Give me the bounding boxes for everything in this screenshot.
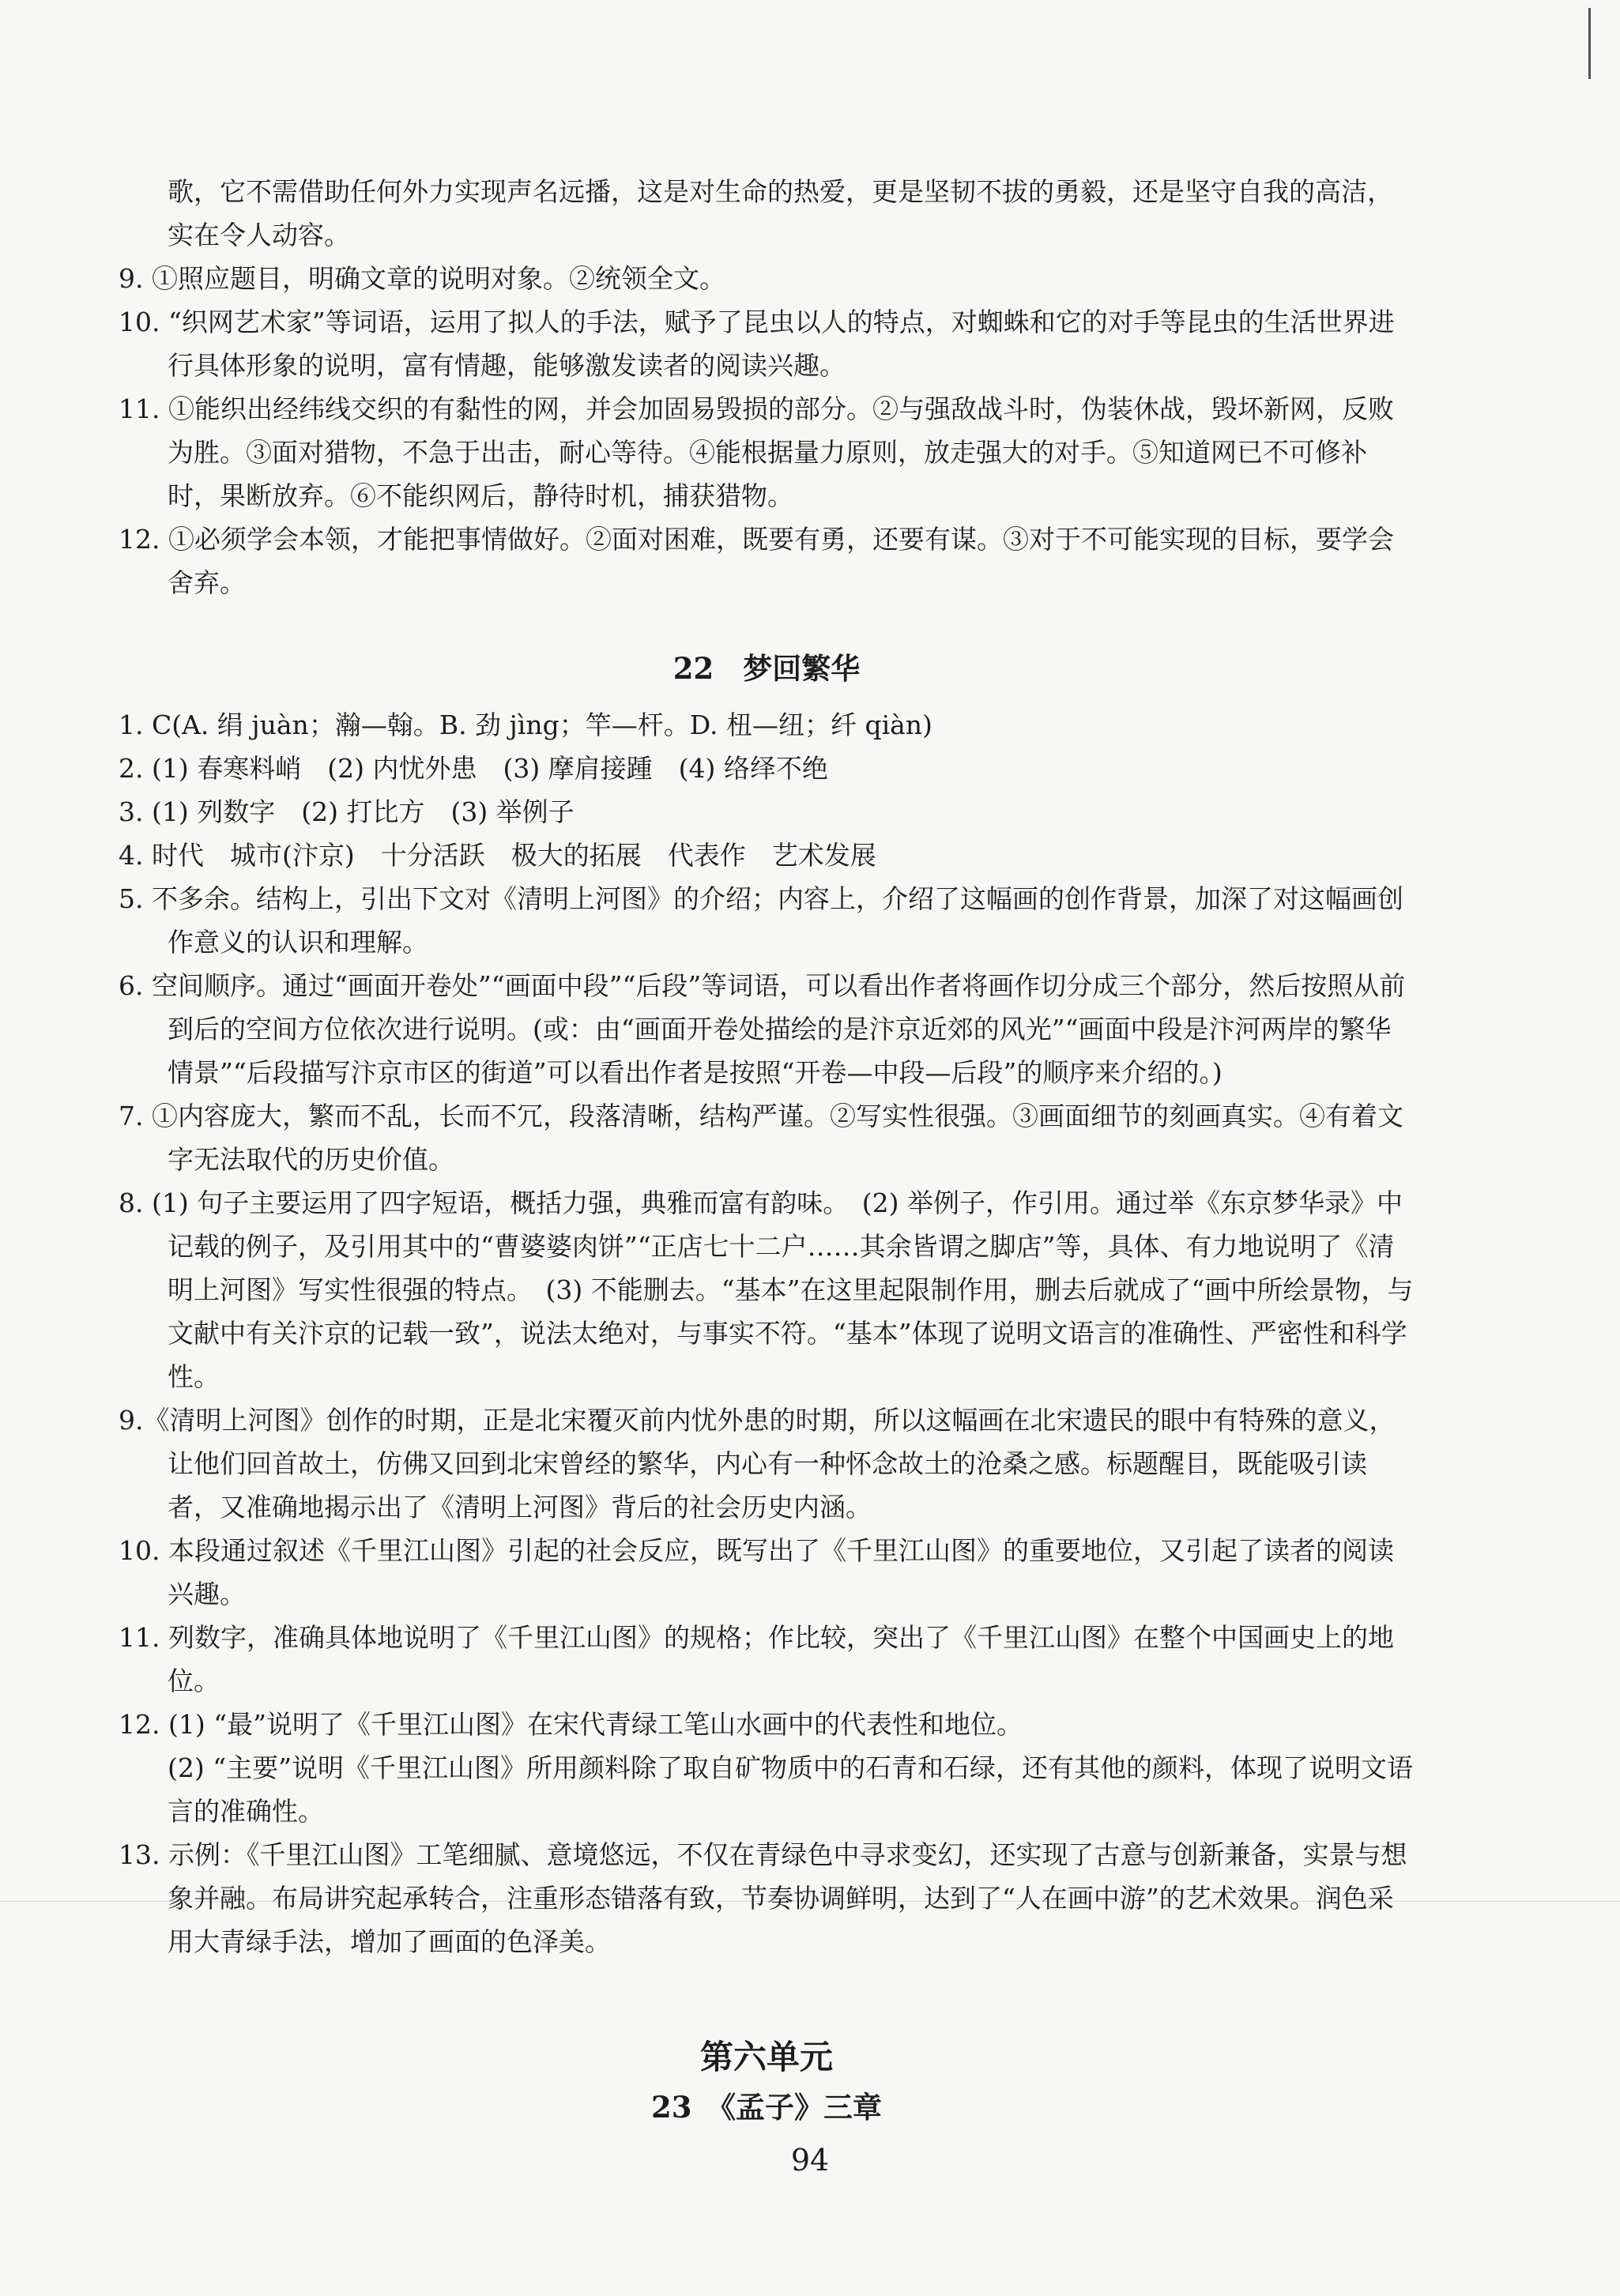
lesson-title: 23 《孟子》三章 — [651, 2090, 882, 2125]
answer-item-11: 11. ①能织出经纬线交织的有黏性的网，并会加固易毁损的部分。②与强敌战斗时，伪装休战，毁坏新网，反败为胜。③面对猎物，不急于出击，耐心等待。④能根据量力原则，放走强大的对手。⑤知道网已不可修补时，果断放弃。⑥不能织网后，静待时机，捕获猎物。 — [119, 393, 1394, 511]
answer-item-10: 10. “织网艺术家”等词语，运用了拟人的手法，赋予了昆虫以人的特点，对蜘蛛和它的对手等昆虫的生活世界进行具体形象的说明，富有情趣，能够激发读者的阅读兴趣。 — [119, 307, 1395, 381]
page-edge-mark — [1588, 8, 1591, 79]
answer-item-4: 4. 时代 城市(汴京) 十分活跃 极大的拓展 代表作 艺术发展 — [119, 840, 876, 871]
answer-item-10b: 10. 本段通过叙述《千里江山图》引起的社会反应，既写出了《千里江山图》的重要地位，又引起了读者的阅读兴趣。 — [119, 1535, 1394, 1609]
answer-item-3: 3. (1) 列数字 (2) 打比方 (3) 举例子 — [119, 796, 575, 827]
answer-item-8: 8. (1) 句子主要运用了四字短语，概括力强，典雅而富有韵味。 (2) 举例子，作引用。通过举《东京梦华录》中记载的例子，及引用其中的“曹婆婆肉饼”“正店七十二户……其余皆谓之脚店”等，具体、有力地说明了《清明上河图》写实性很强的特点。 (3) 不能删去。“基本”在这里起限制作用，删去后就成了“画中所绘景物，与文献中有关汴京的记载一致”，说法太绝对，与事实不符。“基本”体现了说明文语言的准确性、严密性和科学性。 — [119, 1188, 1414, 1392]
page-number: 94 — [790, 2143, 830, 2177]
answer-item-6: 6. 空间顺序。通过“画面开卷处”“画面中段”“后段”等词语，可以看出作者将画作切分成三个部分，然后按照从前到后的空间方位依次进行说明。(或：由“画面开卷处描绘的是汴京近郊的风光”“画面中段是汴河两岸的繁华情景”“后段描写汴京市区的街道”可以看出作者是按照“开卷—中段—后段”的顺序来介绍的。) — [119, 970, 1406, 1088]
answer-text — [119, 170, 1415, 2132]
answer-item-12b-part2: (2) “主要”说明《千里江山图》所用颜料除了取自矿物质中的石青和石绿，还有其他的颜料，体现了说明文语言的准确性。 — [168, 1752, 1413, 1827]
answer-item-5: 5. 不多余。结构上，引出下文对《清明上河图》的介绍；内容上，介绍了这幅画的创作背景，加深了对这幅画创作意义的认识和理解。 — [119, 883, 1403, 958]
answer-item-12: 12. ①必须学会本领，才能把事情做好。②面对困难，既要有勇，还要有谋。③对于不可能实现的目标，要学会舍弃。 — [119, 524, 1394, 598]
answer-item-9b: 9.《清明上河图》创作的时期，正是北宋覆灭前内忧外患的时期，所以这幅画在北宋遗民的眼中有特殊的意义，让他们回首故土，仿佛又回到北宋曾经的繁华，内心有一种怀念故土的沧桑之感。标题醒目，既能吸引读者，又准确地揭示出了《清明上河图》背后的社会历史内涵。 — [119, 1405, 1396, 1523]
answer-item-13: 13. 示例：《千里江山图》工笔细腻、意境悠远，不仅在青绿色中寻求变幻，还实现了古意与创新兼备，实景与想象并融。布局讲究起承转合，注重形态错落有致，节奏协调鲜明，达到了“人在画中游”的艺术效果。润色采用大青绿手法，增加了画面的色泽美。 — [119, 1839, 1407, 1957]
section-title: 22 梦回繁华 — [672, 651, 861, 686]
unit-title: 第六单元 — [699, 2038, 833, 2076]
answer-item-12b: 12. (1) “最”说明了《千里江山图》在宋代青绿工笔山水画中的代表性和地位。 — [119, 1709, 1023, 1740]
answer-item-2: 2. (1) 春寒料峭 (2) 内忧外患 (3) 摩肩接踵 (4) 络绎不绝 — [119, 753, 828, 784]
answer-item-9: 9. ①照应题目，明确文章的说明对象。②统领全文。 — [119, 263, 725, 294]
answer-item-11b: 11. 列数字，准确具体地说明了《千里江山图》的规格；作比较，突出了《千里江山图》在整个中国画史上的地位。 — [119, 1622, 1394, 1696]
answer-item-7: 7. ①内容庞大，繁而不乱，长而不冗，段落清晰，结构严谨。②写实性很强。③画面细节的刻画真实。④有着文字无法取代的历史价值。 — [119, 1101, 1403, 1175]
answer-item-1: 1. C(A. 绢 juàn；瀚—翰。B. 劲 jìng；竿—杆。D. 杻—纽；纤 qiàn) — [119, 710, 932, 740]
answer-continuation: 歌，它不需借助任何外力实现声名远播，这是对生命的热爱，更是坚韧不拔的勇毅，还是坚守自我的高洁，实在令人动容。 — [168, 176, 1393, 250]
